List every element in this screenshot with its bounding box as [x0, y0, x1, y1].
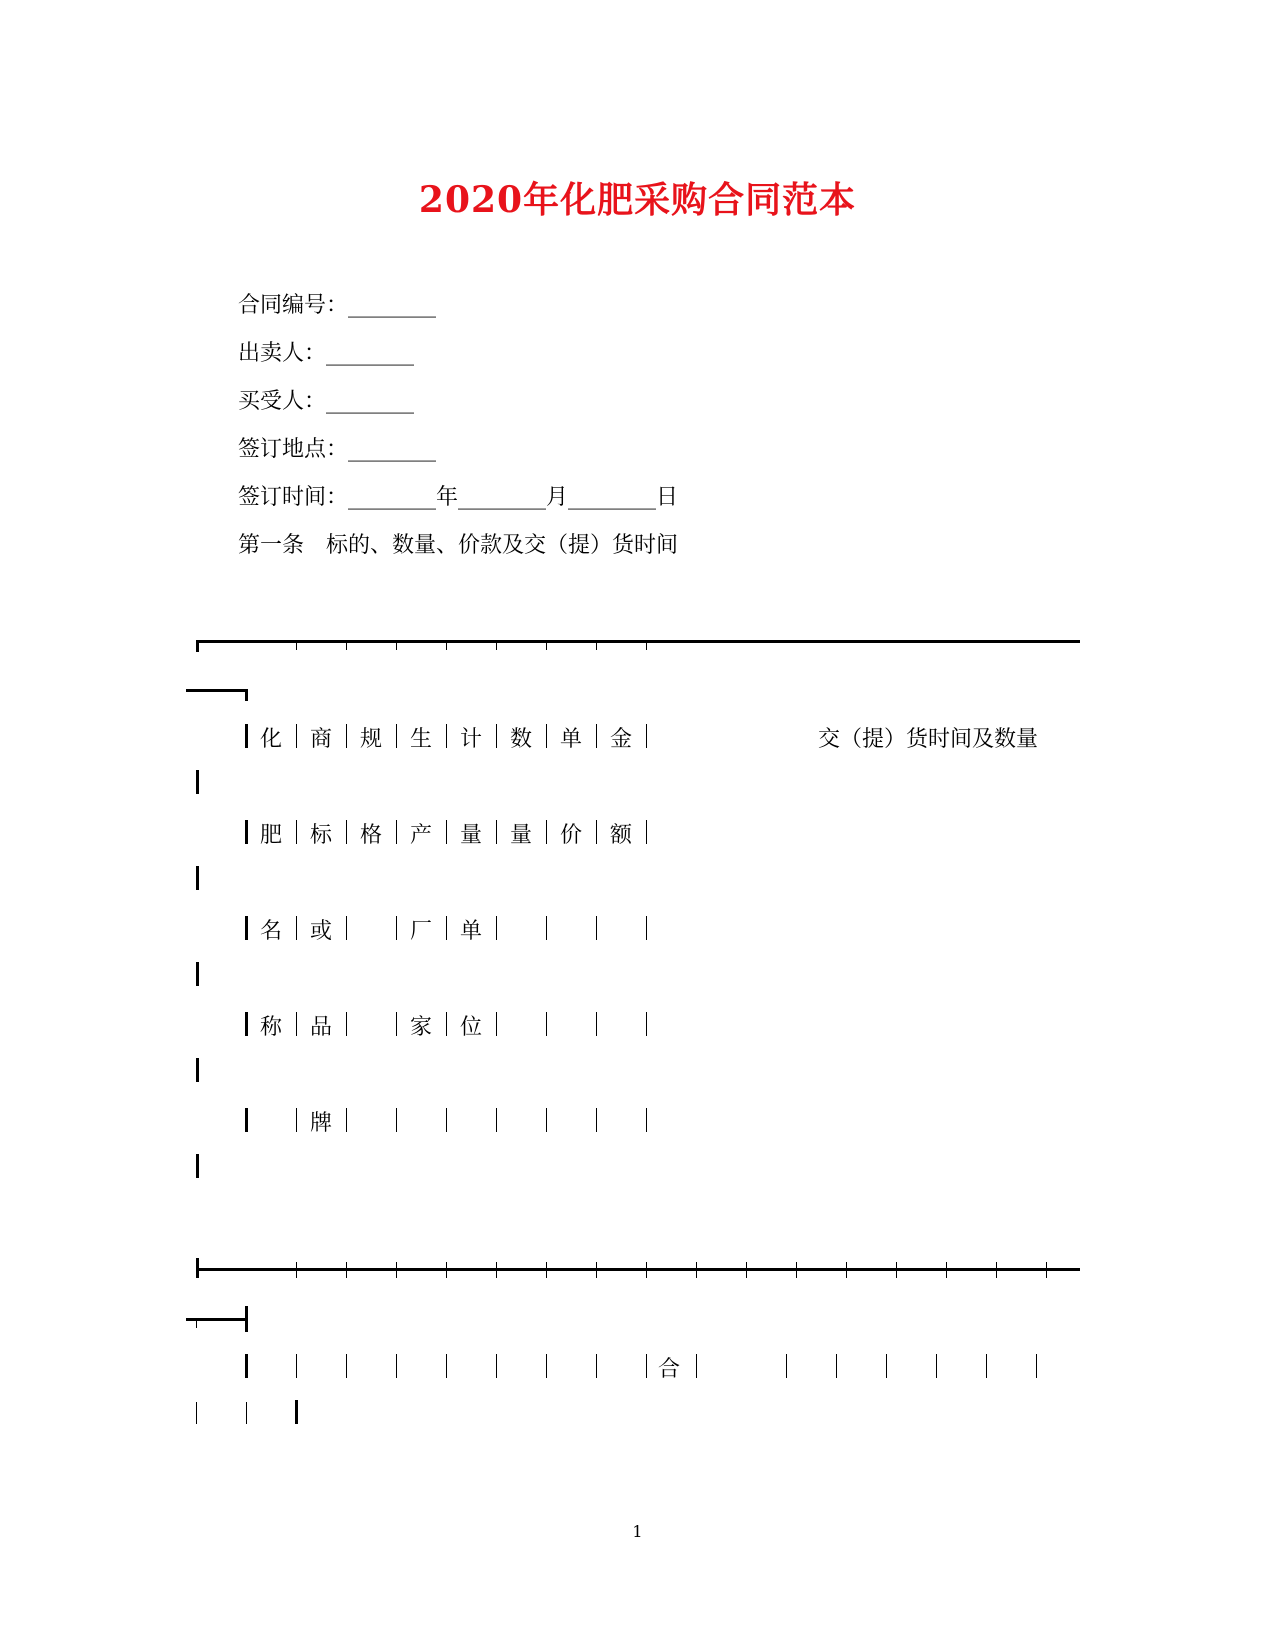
- table-border-tick: [446, 640, 447, 650]
- table-cell: 牌: [310, 1111, 333, 1136]
- table-cell-border: [496, 1012, 497, 1036]
- table-cell-border: [396, 820, 397, 844]
- table-top-border: [196, 640, 1080, 643]
- table-cell-border: [296, 916, 297, 940]
- table-cell-border: [446, 1012, 447, 1036]
- table-cell: 厂: [410, 919, 433, 944]
- table-cell-border: [446, 724, 447, 748]
- table-outer-border: [196, 1058, 199, 1082]
- table-cell-border: [446, 820, 447, 844]
- table-border-tick: [896, 1262, 897, 1278]
- table-cell: 称: [260, 1015, 283, 1040]
- table-outer-border: [196, 770, 199, 794]
- table-border-tick: [1046, 1262, 1047, 1278]
- table-cell: 位: [460, 1015, 483, 1040]
- table-cell-border: [546, 724, 547, 748]
- table-cell-border: [296, 1012, 297, 1036]
- table-border-tick: [446, 1262, 447, 1278]
- table-cell-border: [396, 916, 397, 940]
- table-cell-border: [245, 916, 248, 940]
- table-cell-border: [596, 724, 597, 748]
- table-cell: 额: [610, 823, 633, 848]
- table-cell: 商: [310, 727, 333, 752]
- contract-field-line: 买受人：________: [238, 389, 415, 414]
- table-border-tick: [846, 1262, 847, 1278]
- table-cell-border: [296, 1354, 297, 1378]
- table-cell-border: [346, 1012, 347, 1036]
- table-cell-border: [346, 1354, 347, 1378]
- contract-field-line: 签订时间：________年________月________日: [238, 485, 679, 510]
- table-cell-border: [496, 1354, 497, 1378]
- table-cell-border: [936, 1354, 937, 1378]
- table-cell: 价: [560, 823, 583, 848]
- table-border-tick: [196, 640, 199, 652]
- table-cell: 品: [310, 1015, 333, 1040]
- right-header-label: 交（提）货时间及数量: [818, 727, 1039, 752]
- table-cell-border: [596, 820, 597, 844]
- contract-field-line: 签订地点：________: [238, 437, 437, 462]
- table-border-fragment: [186, 689, 246, 692]
- table-cell: 规: [360, 727, 383, 752]
- table-cell: 单: [460, 919, 483, 944]
- table-cell: 家: [410, 1015, 433, 1040]
- table-cell-border: [546, 1354, 547, 1378]
- table-border-tick: [245, 689, 248, 701]
- table-cell-border: [346, 1108, 347, 1132]
- table-cell: 量: [460, 823, 483, 848]
- table-cell-border: [496, 820, 497, 844]
- table-cell-border: [245, 724, 248, 748]
- table-cell-border: [496, 916, 497, 940]
- table-cell-border: [596, 1354, 597, 1378]
- table-cell: 标: [310, 823, 333, 848]
- table-cell-border: [245, 1354, 248, 1378]
- table-cell-border: [496, 1108, 497, 1132]
- table-cell-border: [596, 1108, 597, 1132]
- table-cell: 化: [260, 727, 283, 752]
- table-cell-border: [646, 1012, 647, 1036]
- table-cell-border: [446, 1108, 447, 1132]
- table-cell: 名: [260, 919, 283, 944]
- table-cell-border: [296, 1108, 297, 1132]
- table-cell-border: [396, 1012, 397, 1036]
- table-cell-border: [196, 1402, 197, 1424]
- table-border-tick: [696, 1262, 697, 1278]
- table-cell-border: [396, 1108, 397, 1132]
- table-cell-border: [346, 916, 347, 940]
- table-border-tick: [496, 640, 497, 650]
- table-border-tick: [546, 640, 547, 650]
- table-border-tick: [596, 1262, 597, 1278]
- table-cell-border: [646, 1354, 647, 1378]
- table-cell-border: [295, 1400, 298, 1424]
- document-title: 2020年化肥采购合同范本: [418, 179, 857, 221]
- table-border-tick: [496, 1262, 497, 1278]
- table-cell-border: [596, 916, 597, 940]
- table-border-tick: [746, 1262, 747, 1278]
- table-cell: 金: [610, 727, 633, 752]
- table-border-tick: [646, 1262, 647, 1278]
- table-border-tick: [996, 1262, 997, 1278]
- table-border-tick: [396, 640, 397, 650]
- table-cell-border: [296, 724, 297, 748]
- page-number: 1: [632, 1522, 643, 1541]
- table-cell: 或: [310, 919, 333, 944]
- table-cell: 生: [410, 727, 433, 752]
- table-cell-border: [986, 1354, 987, 1378]
- table-cell-border: [245, 1012, 248, 1036]
- table-outer-border: [196, 962, 199, 986]
- table-border-tick: [646, 640, 647, 650]
- table-cell-border: [346, 820, 347, 844]
- table-cell-border: [245, 1108, 248, 1132]
- table-cell-border: [696, 1354, 697, 1378]
- table-cell-border: [396, 1354, 397, 1378]
- table-border-tick: [296, 640, 297, 650]
- contract-field-line: 第一条 标的、数量、价款及交（提）货时间: [238, 533, 679, 558]
- table-border-tick: [546, 1262, 547, 1278]
- table-cell-border: [296, 820, 297, 844]
- table-cell-border: [836, 1354, 837, 1378]
- table-border-tick: [946, 1262, 947, 1278]
- table-border-tick: [346, 640, 347, 650]
- table-cell: 计: [460, 727, 483, 752]
- table-cell-border: [446, 916, 447, 940]
- table-outer-border: [196, 1154, 199, 1178]
- table-cell: 量: [510, 823, 533, 848]
- table-border-tick: [396, 1262, 397, 1278]
- table-cell-border: [646, 1108, 647, 1132]
- total-label: 合: [658, 1357, 681, 1382]
- table-cell: 格: [360, 823, 383, 848]
- table-cell-border: [646, 820, 647, 844]
- table-cell-border: [546, 1108, 547, 1132]
- table-cell-border: [596, 1012, 597, 1036]
- table-cell-border: [246, 1402, 247, 1424]
- table-border-tick: [296, 1262, 297, 1278]
- table-border-fragment: [186, 1318, 246, 1321]
- table-cell-border: [646, 724, 647, 748]
- table-cell-border: [546, 916, 547, 940]
- table-border-tick: [796, 1262, 797, 1278]
- table-outer-border: [196, 866, 199, 890]
- table-cell-border: [546, 1012, 547, 1036]
- table-cell-border: [546, 820, 547, 844]
- table-border-tick: [196, 1318, 197, 1328]
- table-cell: 单: [560, 727, 583, 752]
- table-border-tick: [346, 1262, 347, 1278]
- table-border-tick: [196, 1258, 199, 1278]
- table-cell-border: [886, 1354, 887, 1378]
- table-border-tick: [245, 1306, 248, 1332]
- contract-field-line: 出卖人：________: [238, 341, 415, 366]
- table-cell-border: [446, 1354, 447, 1378]
- table-cell-border: [646, 916, 647, 940]
- table-border-tick: [596, 640, 597, 650]
- table-cell-border: [496, 724, 497, 748]
- table-cell: 数: [510, 727, 533, 752]
- table-middle-border: [196, 1268, 1080, 1271]
- table-cell-border: [786, 1354, 787, 1378]
- table-cell-border: [396, 724, 397, 748]
- table-cell-border: [245, 820, 248, 844]
- table-cell: 产: [410, 823, 433, 848]
- contract-field-line: 合同编号：________: [238, 293, 437, 318]
- table-cell-border: [1036, 1354, 1037, 1378]
- table-cell: 肥: [260, 823, 283, 848]
- table-cell-border: [346, 724, 347, 748]
